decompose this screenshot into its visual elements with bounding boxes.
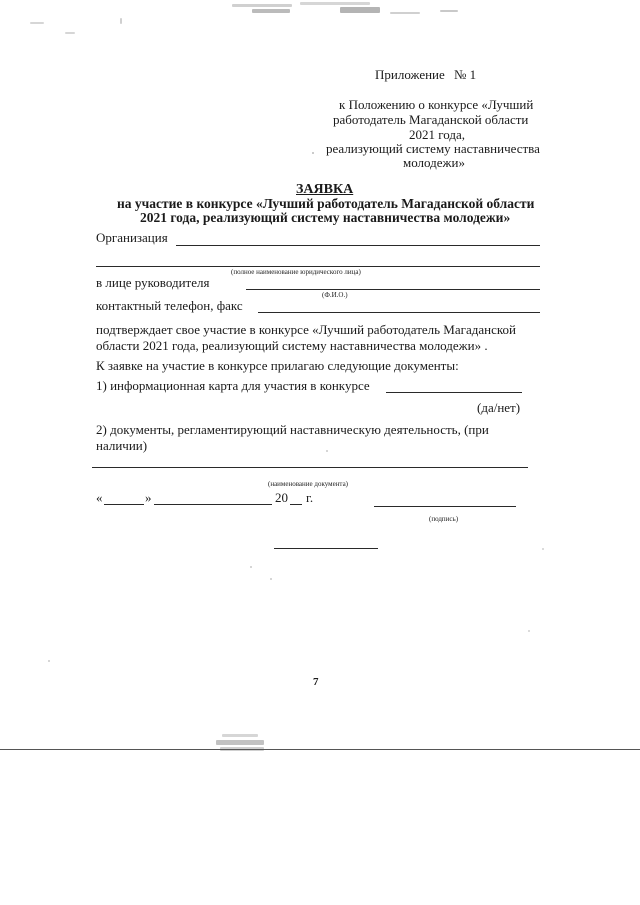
reference-line-5: молодежи» bbox=[403, 155, 465, 170]
head-label: в лице руководителя bbox=[96, 275, 210, 290]
signature-hint: (подпись) bbox=[429, 515, 459, 523]
organization-field[interactable] bbox=[176, 245, 540, 246]
organization-hint: (полное наименование юридического лица) bbox=[231, 268, 361, 276]
phone-field[interactable] bbox=[258, 312, 540, 313]
appendix-heading bbox=[375, 67, 476, 83]
signature-field[interactable] bbox=[374, 506, 516, 507]
item2-line-1: 2) документы, регламентирующий наставническую деятельность, (при bbox=[96, 422, 489, 437]
date-quote-open: « bbox=[96, 490, 103, 505]
reference-line-2: работодатель Магаданской области bbox=[333, 112, 529, 127]
item2-line-2: наличии) bbox=[96, 438, 148, 453]
separator-rule bbox=[274, 548, 378, 549]
head-hint: (Ф.И.О.) bbox=[322, 291, 348, 299]
item1-field[interactable] bbox=[386, 392, 522, 393]
confirm-line-2: области 2021 года, реализующий систему наставничества молодежи» . bbox=[96, 338, 488, 353]
title-line-2: 2021 года, реализующий систему наставничества молодежи» bbox=[140, 210, 511, 225]
appendix-label: Приложение bbox=[375, 67, 445, 82]
date-year-prefix: 20 bbox=[275, 490, 288, 505]
title-line-1: на участие в конкурсе «Лучший работодатель Магаданской области bbox=[117, 196, 535, 211]
organization-field-continuation[interactable] bbox=[96, 266, 540, 267]
attachments-intro: К заявке на участие в конкурсе прилагаю следующие документы: bbox=[96, 358, 459, 373]
date-year-suffix: г. bbox=[306, 490, 314, 505]
confirm-line-1: подтверждает свое участие в конкурсе «Лучший работодатель Магаданской bbox=[96, 322, 516, 337]
scan-edge-line bbox=[0, 749, 640, 750]
organization-label: Организация bbox=[96, 230, 168, 245]
date-day-field[interactable] bbox=[104, 504, 144, 505]
item1-label: 1) информационная карта для участия в конкурсе bbox=[96, 378, 370, 393]
head-field[interactable] bbox=[246, 289, 540, 290]
reference-line-3: 2021 года, bbox=[409, 127, 466, 142]
date-quote-close: » bbox=[145, 490, 152, 505]
reference-line-4: реализующий систему наставничества bbox=[326, 141, 540, 156]
reference-line-1: к Положению о конкурсе «Лучший bbox=[339, 97, 534, 112]
document-title: ЗАЯВКА bbox=[296, 182, 354, 197]
item2-hint: (наименование документа) bbox=[268, 480, 349, 488]
appendix-number: № 1 bbox=[454, 67, 477, 82]
date-month-field[interactable] bbox=[154, 504, 272, 505]
phone-label: контактный телефон, факс bbox=[96, 298, 243, 313]
item2-field[interactable] bbox=[92, 467, 528, 468]
item1-hint: (да/нет) bbox=[477, 400, 521, 415]
page-number: 7 bbox=[313, 676, 319, 688]
date-year-field[interactable] bbox=[290, 504, 302, 505]
